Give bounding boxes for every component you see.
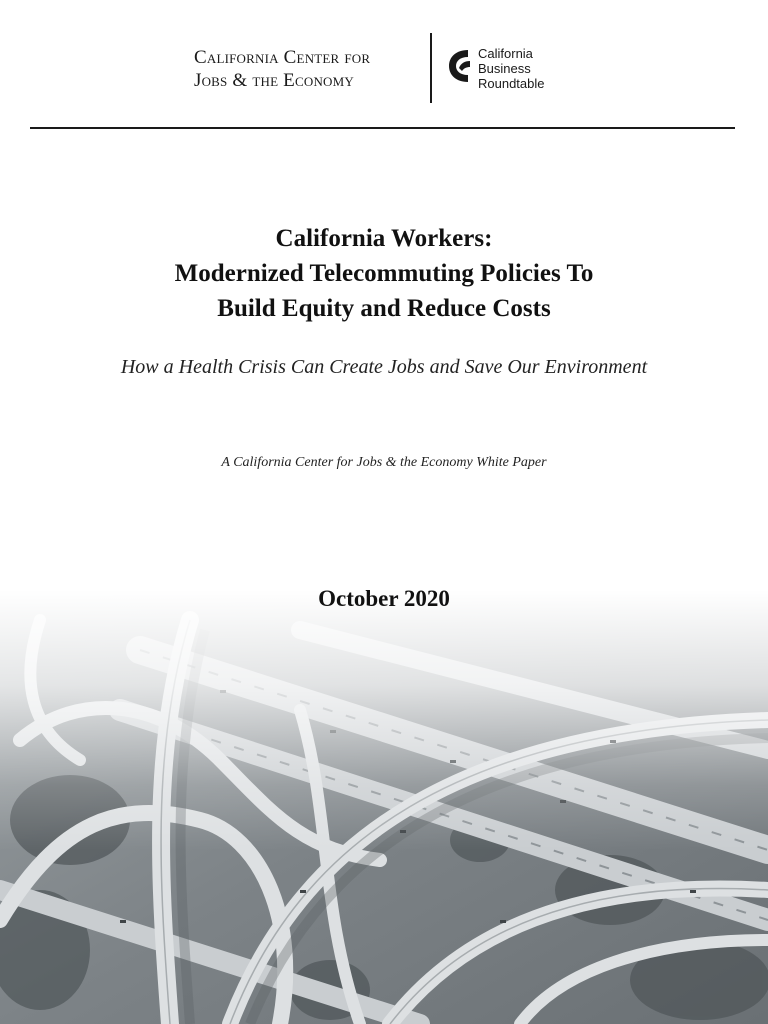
ccje-name-line2: Jobs & the Economy [194, 70, 354, 91]
header-divider [430, 33, 432, 103]
document-subtitle: How a Health Crisis Can Create Jobs and Save Our Environment [120, 356, 648, 378]
header [0, 0, 768, 130]
document-title [0, 221, 768, 326]
title-line1: California Workers: [275, 225, 493, 252]
cbrt-name-line2: Business [478, 61, 531, 76]
ccje-name-line1: California Center for [194, 47, 371, 68]
title-line2: Modernized Telecommuting Policies To [174, 260, 594, 287]
highway-interchange-photo [0, 590, 768, 1024]
cbrt-name-line1: California [478, 46, 533, 61]
publication-date: October 2020 [318, 586, 450, 611]
title-line3: Build Equity and Reduce Costs [217, 295, 551, 322]
cbrt-logo-icon [446, 46, 476, 86]
cbrt-name-line3: Roundtable [478, 76, 545, 91]
ccje-name [194, 46, 370, 92]
cbrt-name [478, 46, 545, 91]
header-rule [30, 127, 735, 129]
whitepaper-label: A California Center for Jobs & the Economy White Paper [221, 455, 547, 470]
